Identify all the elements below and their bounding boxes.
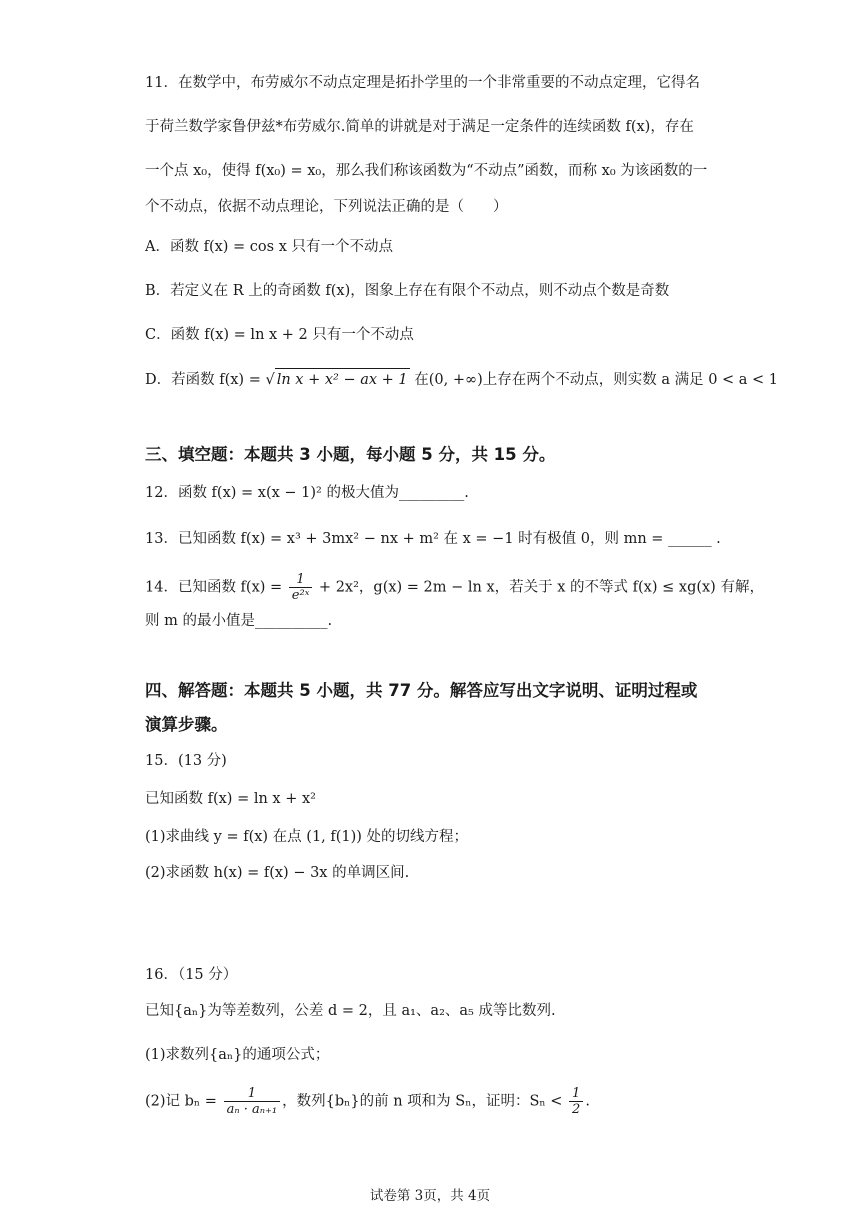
q16-part2-middle: ，数列{bₙ}的前 n 项和为 Sₙ，证明：Sₙ < <box>282 1093 568 1110</box>
q11-option-d-radicand: ln x + x² − ax + 1 <box>275 368 410 391</box>
q15-part2: (2)求函数 h(x) = f(x) − 3x 的单调区间. <box>145 865 410 881</box>
q14-suffix: + 2x²，g(x) = 2m − ln x，若关于 x 的不等式 f(x) ≤ xg(x) 有解， <box>314 579 764 596</box>
q11-option-d <box>145 368 778 391</box>
q15-part1: (1)求曲线 y = f(x) 在点 (1, f(1)) 处的切线方程； <box>145 829 469 845</box>
q16-stem: 已知{aₙ}为等差数列，公差 d = 2，且 a₁、a₂、a₅ 成等比数列. <box>145 1003 556 1019</box>
q16-bn-fraction <box>224 1086 281 1117</box>
q11-line2: 于荷兰数学家鲁伊兹*布劳威尔.简单的讲就是对于满足一定条件的连续函数 f(x)，存在 <box>145 119 694 135</box>
q14-line2: 则 m 的最小值是__________. <box>145 613 333 629</box>
q11-option-d-suffix: 在(0, +∞)上存在两个不动点，则实数 a 满足 0 < a < 1 <box>409 372 779 388</box>
q16-half-fraction <box>569 1086 583 1117</box>
q13-text: 13．已知函数 f(x) = x³ + 3mx² − nx + m² 在 x = −1 时有极值 0，则 mn = ______ . <box>145 531 721 547</box>
q11-line3: 一个点 x₀，使得 f(x₀) = x₀，那么我们称该函数为“不动点”函数，而称 x₀ 为该函数的一 <box>145 163 708 179</box>
q16-half-numerator: 1 <box>569 1086 583 1102</box>
q16-bn-numerator: 1 <box>224 1086 281 1102</box>
q16-part2-prefix: (2)记 bₙ = <box>145 1093 222 1110</box>
q16-bn-denominator: aₙ · aₙ₊₁ <box>226 1102 278 1117</box>
q11-option-d-prefix: D．若函数 f(x) = <box>145 372 266 388</box>
q16-part2-end: . <box>585 1093 590 1110</box>
q16-half-denominator: 2 <box>572 1102 581 1117</box>
q11-line4: 个不动点，依据不动点理论，下列说法正确的是（ ） <box>145 199 508 215</box>
q14-fraction-numerator: 1 <box>289 572 313 588</box>
q14-prefix: 14．已知函数 f(x) = <box>145 579 287 596</box>
q11-line1: 11．在数学中，布劳威尔不动点定理是拓扑学里的一个非常重要的不动点定理，它得名 <box>145 75 700 91</box>
q11-option-b: B．若定义在 R 上的奇函数 f(x)，图象上存在有限个不动点，则不动点个数是奇数 <box>145 283 670 299</box>
section4-heading-line1: 四、解答题：本题共 5 小题，共 77 分。解答应写出文字说明、证明过程或 <box>145 681 698 700</box>
q15-stem: 已知函数 f(x) = ln x + x² <box>145 791 316 807</box>
section4-heading-line2: 演算步骤。 <box>145 715 228 734</box>
sqrt-sign-icon: √ <box>265 372 275 388</box>
q11-option-c: C．函数 f(x) = ln x + 2 只有一个不动点 <box>145 327 414 343</box>
q14-fraction <box>289 572 313 603</box>
q14-line1 <box>145 572 764 603</box>
page-footer: 试卷第 3页，共 4页 <box>369 1188 491 1204</box>
q15-title: 15．(13 分) <box>145 753 227 769</box>
q12-text: 12．函数 f(x) = x(x − 1)² 的极大值为_________. <box>145 485 469 501</box>
q14-fraction-denominator: e²ˣ <box>291 588 310 603</box>
q16-part1: (1)求数列{aₙ}的通项公式； <box>145 1047 330 1063</box>
q16-title: 16．（15 分） <box>145 967 238 983</box>
q11-option-a: A．函数 f(x) = cos x 只有一个不动点 <box>145 239 393 255</box>
q16-part2 <box>145 1086 590 1117</box>
section3-heading: 三、填空题：本题共 3 小题，每小题 5 分，共 15 分。 <box>145 445 556 464</box>
